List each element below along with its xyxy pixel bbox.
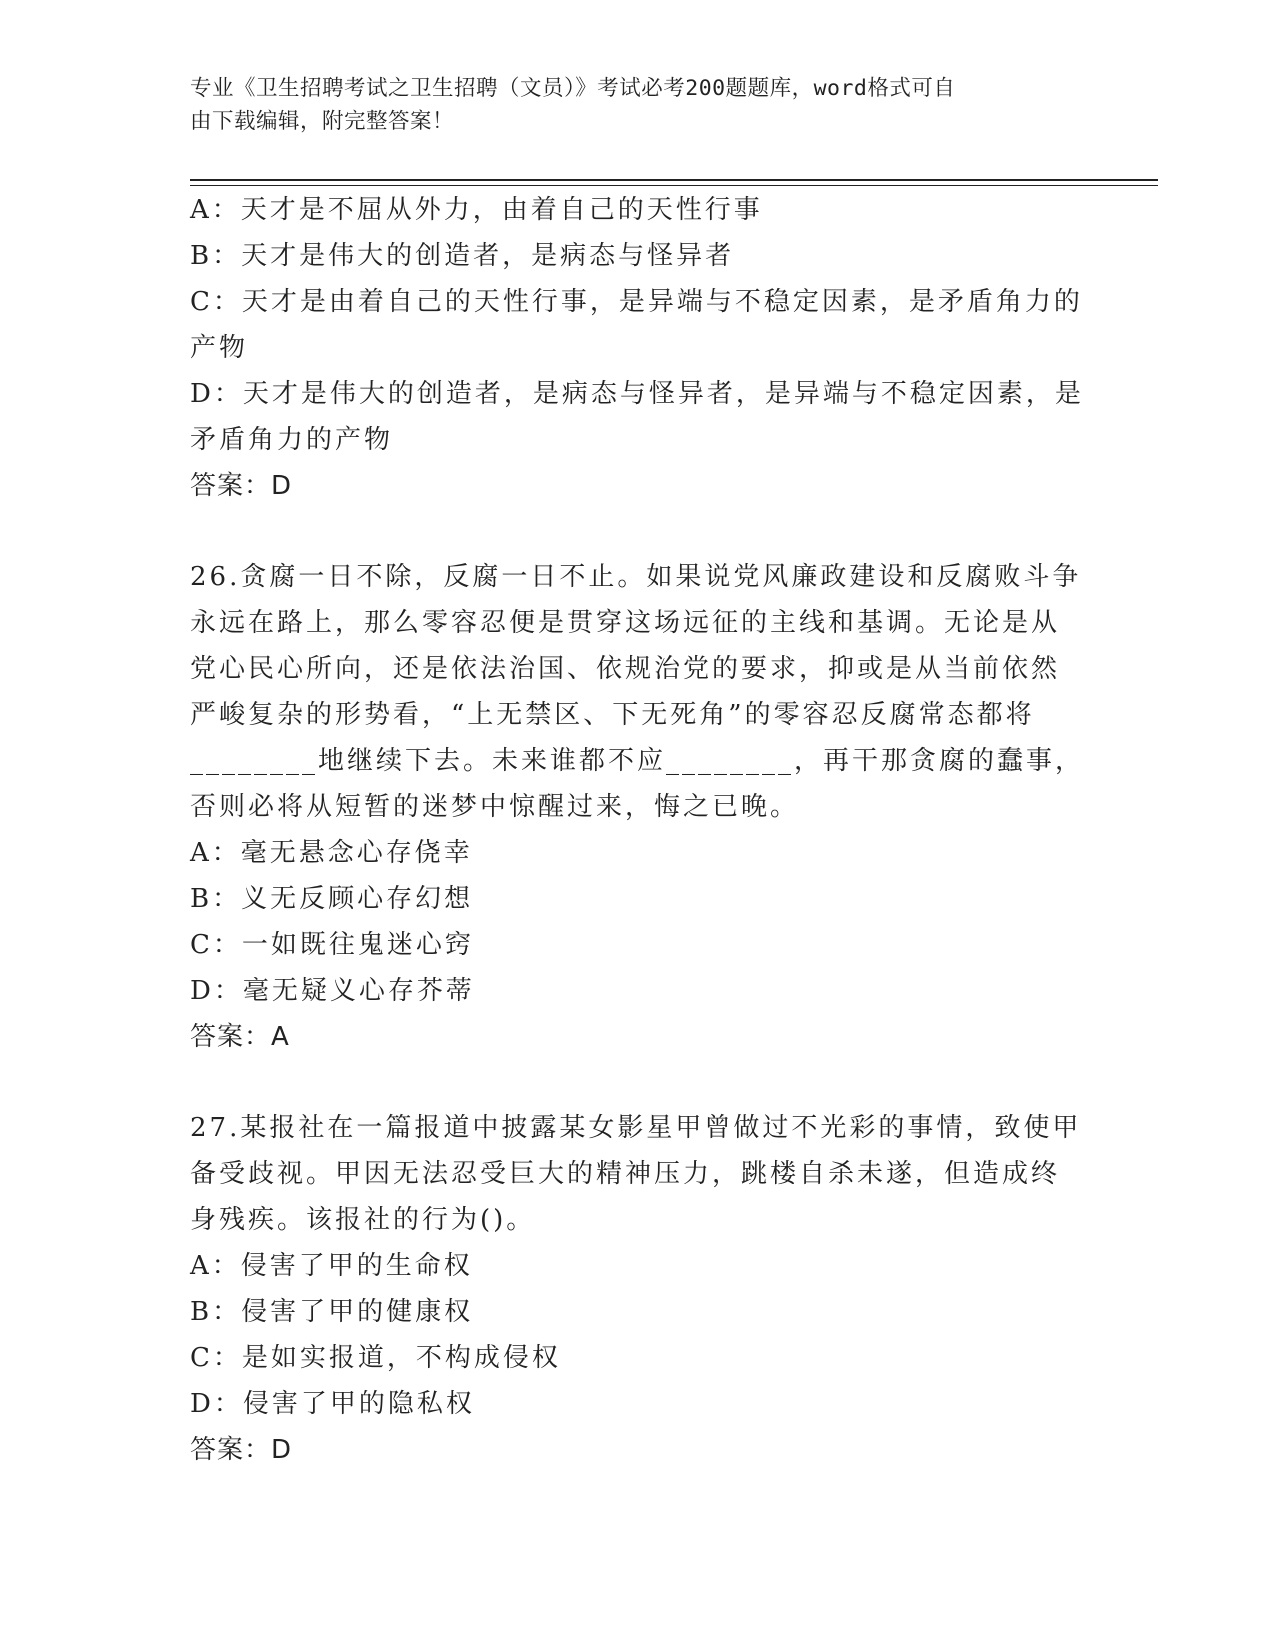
question-content bbox=[190, 187, 1090, 1473]
option-b: B：义无反顾心存幻想 bbox=[190, 884, 474, 914]
option-d-line-2: 矛盾角力的产物 bbox=[190, 425, 394, 455]
option-b: B：侵害了甲的健康权 bbox=[190, 1297, 474, 1327]
option-c: C：是如实报道，不构成侵权 bbox=[190, 1343, 561, 1373]
option-c: C：一如既往鬼迷心窍 bbox=[190, 930, 474, 960]
question-27 bbox=[190, 1105, 1090, 1473]
option-a: A：天才是不屈从外力，由着自己的天性行事 bbox=[190, 195, 763, 225]
question-stem-line: 永远在路上，那么零容忍便是贯穿这场远征的主线和基调。无论是从 bbox=[190, 608, 1061, 638]
option-d-line-1: D：天才是伟大的创造者，是病态与怪异者，是异端与不稳定因素，是 bbox=[190, 379, 1084, 409]
header-line-1: 专业《卫生招聘考试之卫生招聘（文员）》考试必考200题题库，word格式可自 bbox=[190, 76, 956, 101]
answer: 答案：D bbox=[190, 471, 293, 501]
option-c-line-2: 产物 bbox=[190, 333, 249, 363]
question-26 bbox=[190, 554, 1090, 1060]
answer: 答案：A bbox=[190, 1022, 290, 1052]
question-stem-line: 27.某报社在一篇报道中披露某女影星甲曾做过不光彩的事情，致使甲 bbox=[190, 1113, 1082, 1143]
question-stem-line: 身残疾。该报社的行为()。 bbox=[190, 1205, 536, 1235]
question-stem-line: 备受歧视。甲因无法忍受巨大的精神压力，跳楼自杀未遂，但造成终 bbox=[190, 1159, 1061, 1189]
option-d: D：侵害了甲的隐私权 bbox=[190, 1389, 475, 1419]
option-a: A：毫无悬念心存侥幸 bbox=[190, 838, 473, 868]
answer: 答案：D bbox=[190, 1435, 293, 1465]
question-stem-line: 严峻复杂的形势看，“上无禁区、下无死角”的零容忍反腐常态都将 bbox=[190, 700, 1035, 730]
question-stem-line: 否则必将从短暂的迷梦中惊醒过来，悔之已晚。 bbox=[190, 792, 800, 822]
page-header bbox=[190, 72, 1070, 138]
header-line-2: 由下载编辑，附完整答案！ bbox=[190, 109, 455, 134]
question-25-tail bbox=[190, 187, 1090, 509]
spacer bbox=[190, 509, 1090, 554]
option-b: B：天才是伟大的创造者，是病态与怪异者 bbox=[190, 241, 735, 271]
question-stem-line: 党心民心所向，还是依法治国、依规治党的要求，抑或是从当前依然 bbox=[190, 654, 1061, 684]
header-divider-thin bbox=[190, 185, 1158, 186]
option-a: A：侵害了甲的生命权 bbox=[190, 1251, 473, 1281]
option-c-line-1: C：天才是由着自己的天性行事，是异端与不稳定因素，是矛盾角力的 bbox=[190, 287, 1083, 317]
question-stem-line: 26.贪腐一日不除，反腐一日不止。如果说党风廉政建设和反腐败斗争 bbox=[190, 562, 1082, 592]
spacer bbox=[190, 1060, 1090, 1105]
option-d: D：毫无疑义心存芥蒂 bbox=[190, 976, 475, 1006]
question-stem-line: ________地继续下去。未来谁都不应________，再干那贪腐的蠢事， bbox=[190, 746, 1085, 776]
header-divider-thick bbox=[190, 179, 1158, 181]
